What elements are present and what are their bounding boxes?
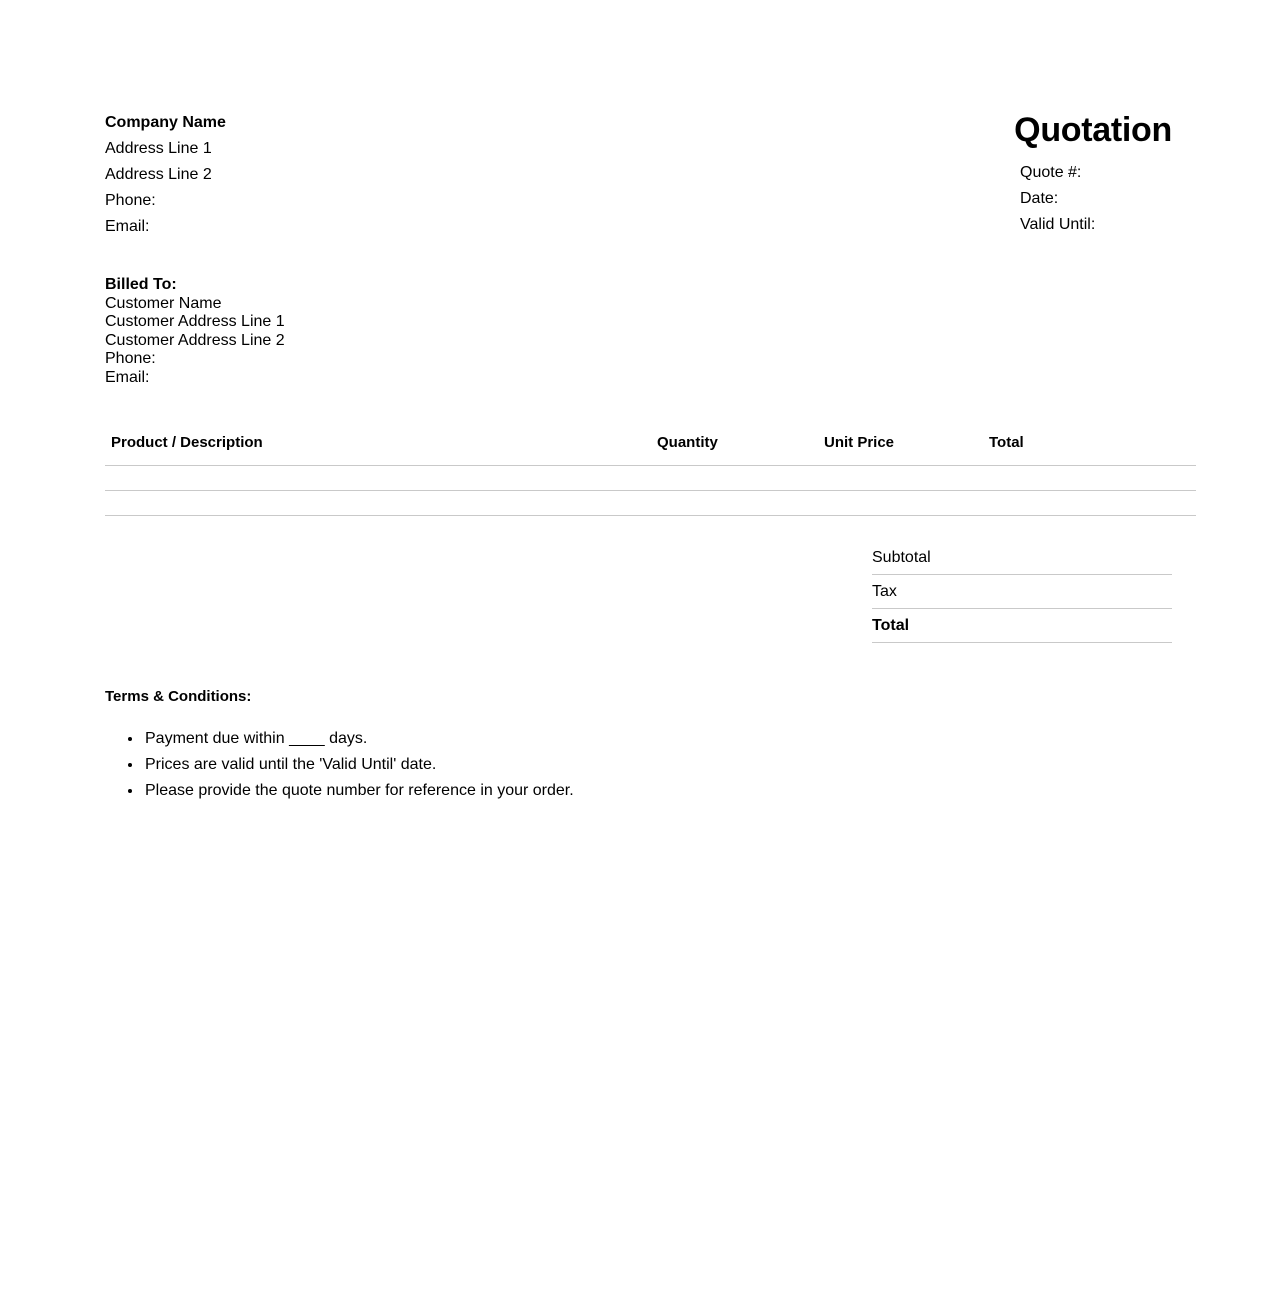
company-info-block	[105, 110, 226, 240]
subtotal-label: Subtotal	[872, 541, 1022, 575]
billed-to-heading: Billed To:	[105, 276, 177, 293]
customer-address-line-1: Customer Address Line 1	[105, 313, 285, 330]
cell-unit-price[interactable]	[818, 491, 983, 516]
company-phone-label: Phone:	[105, 192, 156, 209]
quote-valid-until-label: Valid Until:	[1020, 216, 1096, 233]
column-header-total: Total	[983, 434, 1196, 466]
table-header-row	[105, 434, 1196, 466]
line-items-header	[105, 434, 1196, 466]
company-address-line-1: Address Line 1	[105, 140, 212, 157]
cell-unit-price[interactable]	[818, 466, 983, 491]
page-title: Quotation	[1014, 111, 1172, 149]
cell-quantity[interactable]	[651, 466, 818, 491]
total-label: Total	[872, 609, 1022, 643]
cell-description[interactable]	[105, 466, 651, 491]
cell-total[interactable]	[983, 466, 1196, 491]
cell-description[interactable]	[105, 491, 651, 516]
tax-value[interactable]	[1022, 575, 1172, 609]
totals-row-tax	[872, 575, 1172, 609]
customer-phone-label: Phone:	[105, 350, 156, 367]
billed-to-block	[105, 276, 1172, 387]
totals-table	[872, 541, 1172, 643]
document-sheet	[105, 110, 1172, 804]
terms-and-conditions-section	[105, 687, 1172, 804]
company-email-label: Email:	[105, 218, 150, 235]
company-address-line-2: Address Line 2	[105, 166, 212, 183]
total-value[interactable]	[1022, 609, 1172, 643]
totals-row-subtotal	[872, 541, 1172, 575]
terms-list	[105, 726, 1172, 804]
cell-quantity[interactable]	[651, 491, 818, 516]
column-header-unit-price: Unit Price	[818, 434, 983, 466]
quote-meta-block	[1020, 160, 1172, 238]
quotation-title-block	[922, 110, 1172, 238]
line-items-table	[105, 434, 1196, 516]
company-name: Company Name	[105, 114, 226, 131]
customer-address-line-2: Customer Address Line 2	[105, 331, 285, 349]
totals-section	[105, 541, 1172, 643]
customer-email-label: Email:	[105, 368, 150, 386]
column-header-description: Product / Description	[105, 434, 651, 466]
table-row[interactable]	[105, 466, 1196, 491]
cell-total[interactable]	[983, 491, 1196, 516]
quote-number-label: Quote #:	[1020, 164, 1082, 181]
column-header-quantity: Quantity	[651, 434, 818, 466]
totals-row-total	[872, 609, 1172, 643]
tax-label: Tax	[872, 575, 1022, 609]
terms-heading: Terms & Conditions:	[105, 688, 252, 705]
table-row[interactable]	[105, 491, 1196, 516]
customer-name: Customer Name	[105, 294, 222, 312]
document-header	[105, 110, 1172, 240]
list-item: • Payment due within ____ days.	[143, 726, 1172, 752]
subtotal-value[interactable]	[1022, 541, 1172, 575]
quote-date-label: Date:	[1020, 190, 1059, 207]
line-items-body	[105, 466, 1196, 516]
list-item: • Prices are valid until the 'Valid Until' date.	[143, 752, 1172, 778]
list-item: • Please provide the quote number for reference in your order.	[143, 778, 1172, 804]
